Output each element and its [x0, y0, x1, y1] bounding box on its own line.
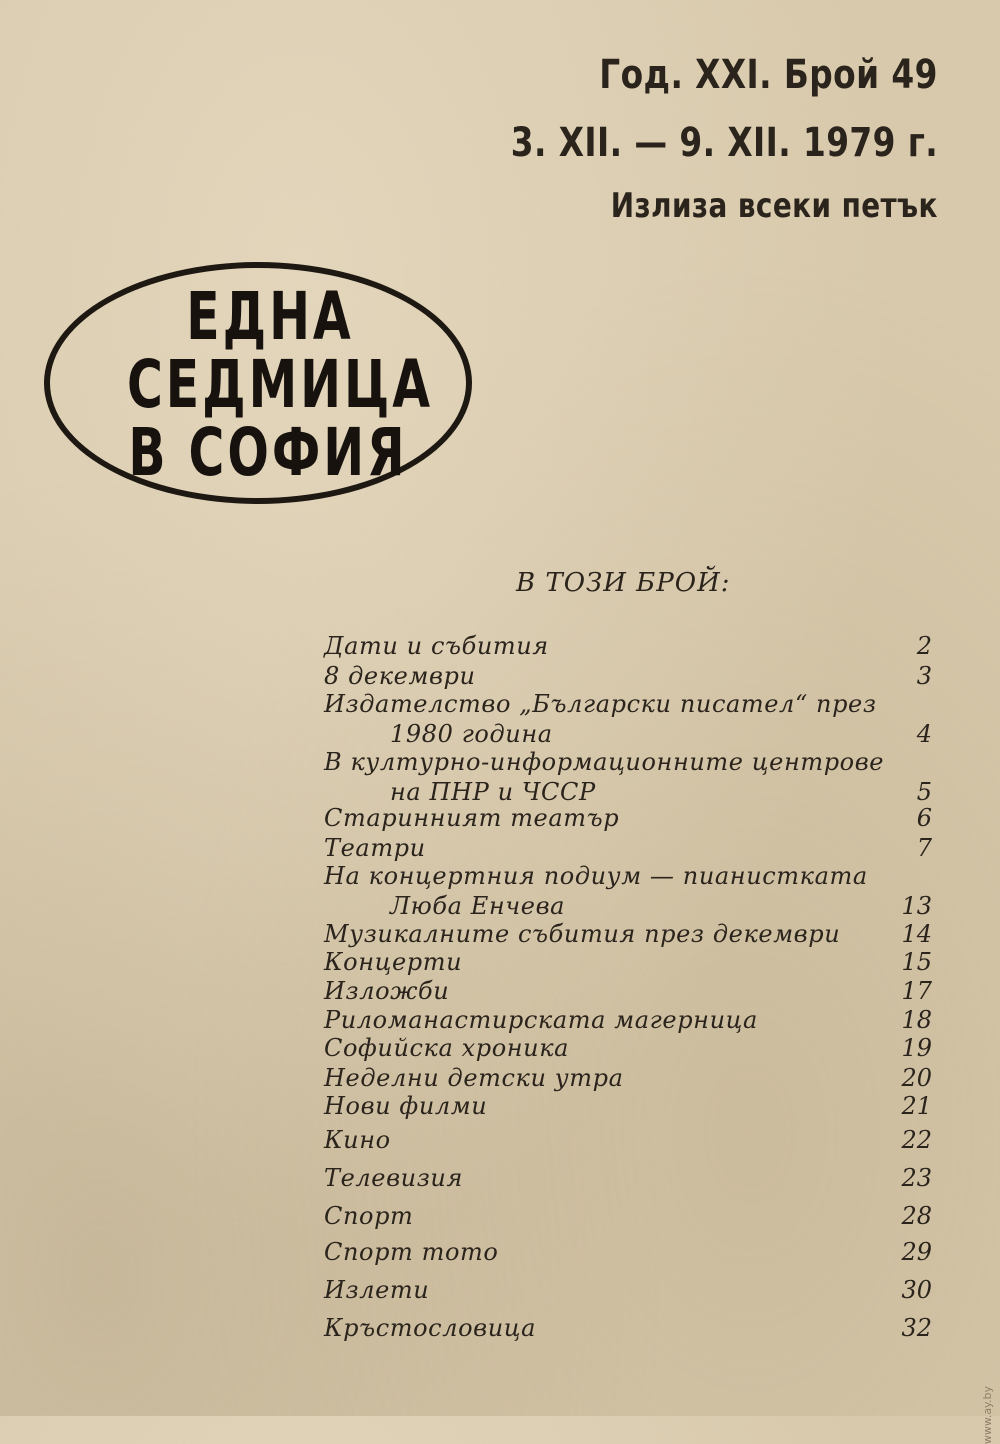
- toc-entry-title: Телевизия: [324, 1164, 463, 1192]
- toc-entry-title-continued: на ПНР и ЧССР: [390, 778, 596, 806]
- toc-entry-title: Кино: [324, 1126, 391, 1154]
- toc-entry-title: Концерти: [324, 948, 463, 976]
- toc-entry-page-number: 3: [916, 662, 932, 690]
- toc-entry-title: Театри: [324, 834, 426, 862]
- toc-entry-page-number: 29: [901, 1238, 932, 1266]
- toc-entry-title: Неделни детски утра: [324, 1064, 624, 1092]
- publication-frequency: Излиза всеки петък: [610, 186, 938, 226]
- toc-entry-title-continued: Люба Енчева: [390, 892, 566, 920]
- toc-entry-title: Издателство „Български писател“ през: [324, 690, 877, 718]
- toc-entry-title: Риломанастирската магерница: [324, 1006, 758, 1034]
- toc-entry-page-number: 6: [916, 804, 932, 832]
- toc-entry-title: Дати и събития: [324, 632, 549, 660]
- contents-heading: В ТОЗИ БРОЙ:: [516, 568, 731, 598]
- logo-line-2: СЕДМИЦА: [126, 346, 434, 423]
- toc-entry-page-number: 22: [901, 1126, 932, 1154]
- toc-entry-title: Кръстословица: [324, 1314, 537, 1342]
- toc-entry-title: Изложби: [324, 977, 450, 1005]
- toc-entry-title: 8 декември: [324, 662, 476, 690]
- toc-entry-title: Излети: [324, 1276, 430, 1304]
- logo-line-1: ЕДНА: [186, 278, 354, 355]
- toc-entry-title: В културно-информационните центрове: [324, 748, 885, 776]
- toc-entry-page-number: 23: [901, 1164, 932, 1192]
- toc-entry-page-number: 13: [901, 892, 932, 920]
- toc-entry-page-number: 19: [901, 1034, 932, 1062]
- toc-entry-page-number: 15: [901, 948, 932, 976]
- toc-entry-page-number: 21: [901, 1092, 932, 1120]
- toc-entry-title: Софийска хроника: [324, 1034, 570, 1062]
- toc-entry-title: Нови филми: [324, 1092, 488, 1120]
- toc-entry-page-number: 30: [901, 1276, 932, 1304]
- watermark: www.ay.by: [981, 1386, 994, 1444]
- toc-entry-page-number: 14: [901, 920, 932, 948]
- toc-entry-page-number: 5: [916, 778, 932, 806]
- issue-number: Год. XXI. Брой 49: [599, 52, 938, 98]
- toc-entry-title-continued: 1980 година: [390, 720, 553, 748]
- toc-entry-page-number: 32: [901, 1314, 932, 1342]
- masthead-logo: [44, 262, 472, 504]
- toc-entry-page-number: 7: [916, 834, 932, 862]
- toc-entry-page-number: 20: [901, 1064, 932, 1092]
- toc-entry-page-number: 18: [901, 1006, 932, 1034]
- toc-entry-title: Старинният театър: [324, 804, 620, 832]
- toc-entry-page-number: 17: [901, 977, 932, 1005]
- toc-entry-title: Спорт: [324, 1202, 414, 1230]
- toc-entry-title: На концертния подиум — пианистката: [324, 862, 868, 890]
- date-range: 3. XII. — 9. XII. 1979 г.: [510, 120, 938, 166]
- logo-line-3: В СОФИЯ: [128, 414, 408, 491]
- toc-entry-page-number: 2: [916, 632, 932, 660]
- toc-entry-page-number: 28: [901, 1202, 932, 1230]
- toc-entry-title: Спорт тото: [324, 1238, 499, 1266]
- toc-entry-page-number: 4: [916, 720, 932, 748]
- toc-entry-title: Музикалните събития през декември: [324, 920, 841, 948]
